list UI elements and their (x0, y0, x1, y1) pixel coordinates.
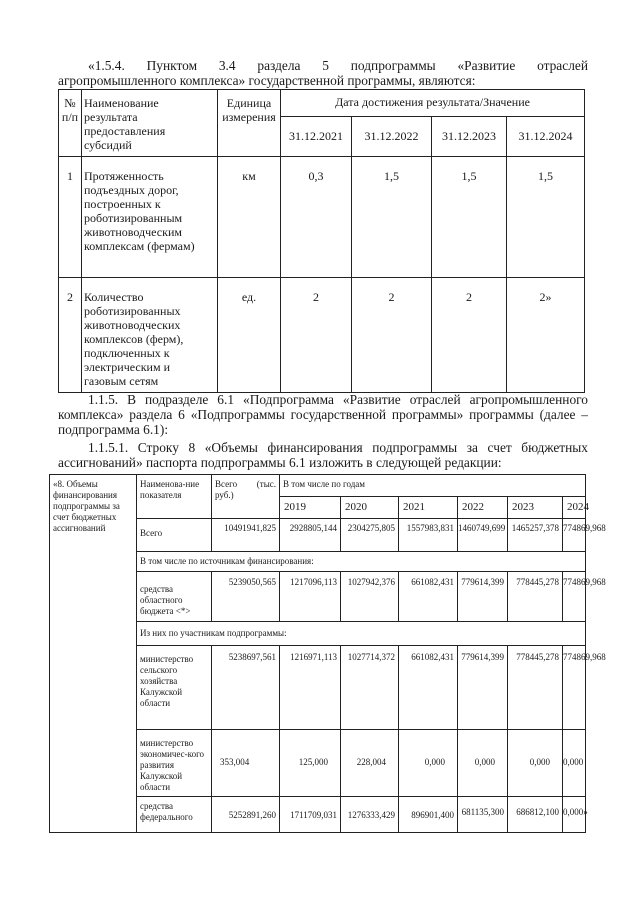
row-value-2021: 0,3 (281, 157, 352, 278)
header-date-2022: 31.12.2022 (352, 117, 432, 157)
row-value-2023: 686812,100 (508, 797, 563, 833)
row-value-2019: 125,000 (280, 730, 341, 797)
para-1-1-5-1-line2: ассигнований» паспорта подпрограммы 6.1 изложить в следующей редакции: (58, 455, 502, 470)
row-value-2024: 1,5 (507, 157, 585, 278)
row-value-2024: 774869,968 (563, 572, 586, 622)
row-unit: ед. (218, 278, 281, 393)
funding-row-label: «8. Объемы финансирования подпрограммы за счет бюджетных ассигнований (50, 475, 137, 833)
header-total: Всего (тыс. руб.) (212, 475, 280, 519)
header-year-2021: 2021 (399, 497, 458, 519)
row-value-2019: 1217096,113 (280, 572, 341, 622)
row-value-2021: 0,000 (399, 730, 458, 797)
row-value-2023: 0,000 (508, 730, 563, 797)
row-total: 5252891,260 (212, 797, 280, 833)
header-year-2019: 2019 (280, 497, 341, 519)
row-value-2023: 1,5 (432, 157, 507, 278)
row-unit: км (218, 157, 281, 278)
row-num: 1 (59, 157, 82, 278)
header-unit: Единица измерения (218, 90, 281, 157)
row-value-2021: 896901,400 (399, 797, 458, 833)
table-row (59, 157, 585, 278)
row-value-2022: 2 (352, 278, 432, 393)
row-value-2022: 1,5 (352, 157, 432, 278)
header-num: № п/п (59, 90, 82, 157)
row-value-2021: 661082,431 (399, 646, 458, 730)
para-1-1-5-line3: подпрограмма 6.1): (58, 422, 169, 437)
row-value-2023: 778445,278 (508, 646, 563, 730)
row-value-2022: 1460749,699 (458, 519, 508, 552)
row-value-2024: 2» (507, 278, 585, 393)
row-value-2022: 779614,399 (458, 572, 508, 622)
sources-heading: В том числе по источникам финансирования: (137, 552, 586, 572)
row-value-2021: 1557983,831 (399, 519, 458, 552)
row-value-2021: 661082,431 (399, 572, 458, 622)
results-table (58, 89, 585, 393)
para-1-1-5-1-line1: 1.1.5.1. Строку 8 «Объемы финансирования подпрограммы за счет бюджетных (88, 440, 588, 455)
row-total: 353,004 (212, 730, 280, 797)
row-name: средства областного бюджета <*> (137, 572, 212, 622)
header-year-2020: 2020 (341, 497, 399, 519)
row-total: 5238697,561 (212, 646, 280, 730)
header-date-2021: 31.12.2021 (281, 117, 352, 157)
header-date-2023: 31.12.2023 (432, 117, 507, 157)
row-value-2020: 1027942,376 (341, 572, 399, 622)
header-indicator-name: Наименова-ние показателя (137, 475, 212, 519)
participants-heading: Из них по участникам подпрограммы: (137, 622, 586, 646)
row-value-2019: 2928805,144 (280, 519, 341, 552)
table-row (59, 278, 585, 393)
row-name: Количество роботизированных животноводческих комплексов (ферм), подключенных к электрическим и газовым сетям (82, 278, 218, 393)
header-name: Наименование результата предоставления субсидий (82, 90, 218, 157)
row-value-2020: 2304275,805 (341, 519, 399, 552)
para-1-1-5-line2: комплекса» раздела 6 «Подпрограммы государственной программы» программы (далее – (58, 407, 588, 422)
row-name: Протяженность подъездных дорог, построенных к роботизированным животноводческим комплексам (фермам) (82, 157, 218, 278)
header-date-2024: 31.12.2024 (507, 117, 585, 157)
funding-table (49, 474, 606, 833)
row-name: средства федерального (137, 797, 212, 833)
row-value-2024: 774869,968 (563, 519, 586, 552)
row-value-2019: 1711709,031 (280, 797, 341, 833)
row-name: Всего (137, 519, 212, 552)
row-num: 2 (59, 278, 82, 393)
para-1-5-4-line2: агропромышленного комплекса» государственной программы, являются: (58, 73, 476, 88)
row-value-2023: 2 (432, 278, 507, 393)
row-value-2023: 778445,278 (508, 572, 563, 622)
row-value-2021: 2 (281, 278, 352, 393)
row-name: министерство экономичес-кого развития Калужской области (137, 730, 212, 797)
row-name: министерство сельского хозяйства Калужской области (137, 646, 212, 730)
row-value-2020: 1027714,372 (341, 646, 399, 730)
row-total: 10491941,825 (212, 519, 280, 552)
header-date-group: Дата достижения результата/Значение (281, 90, 585, 117)
para-1-1-5-line1: 1.1.5. В подразделе 6.1 «Подпрограмма «Развитие отраслей агропромышленного (88, 392, 588, 407)
row-value-2024: 0,000 (563, 730, 586, 797)
row-value-2022: 779614,399 (458, 646, 508, 730)
row-value-2023: 1465257,378 (508, 519, 563, 552)
row-value-2020: 228,004 (341, 730, 399, 797)
row-total: 5239050,565 (212, 572, 280, 622)
header-year-2024: 2024 (563, 497, 586, 519)
row-value-2020: 1276333,429 (341, 797, 399, 833)
row-value-2019: 1216971,113 (280, 646, 341, 730)
para-1-5-4-line1: «1.5.4. Пунктом 3.4 раздела 5 подпрограммы «Развитие отраслей (88, 58, 588, 73)
row-value-2024: 774869,968 (563, 646, 586, 730)
row-value-2022: 0,000 (458, 730, 508, 797)
header-year-2022: 2022 (458, 497, 508, 519)
row-value-2024: 0,000» (563, 797, 586, 833)
row-value-2022: 681135,300 (458, 797, 508, 833)
header-year-2023: 2023 (508, 497, 563, 519)
header-years-group: В том числе по годам (280, 475, 586, 497)
